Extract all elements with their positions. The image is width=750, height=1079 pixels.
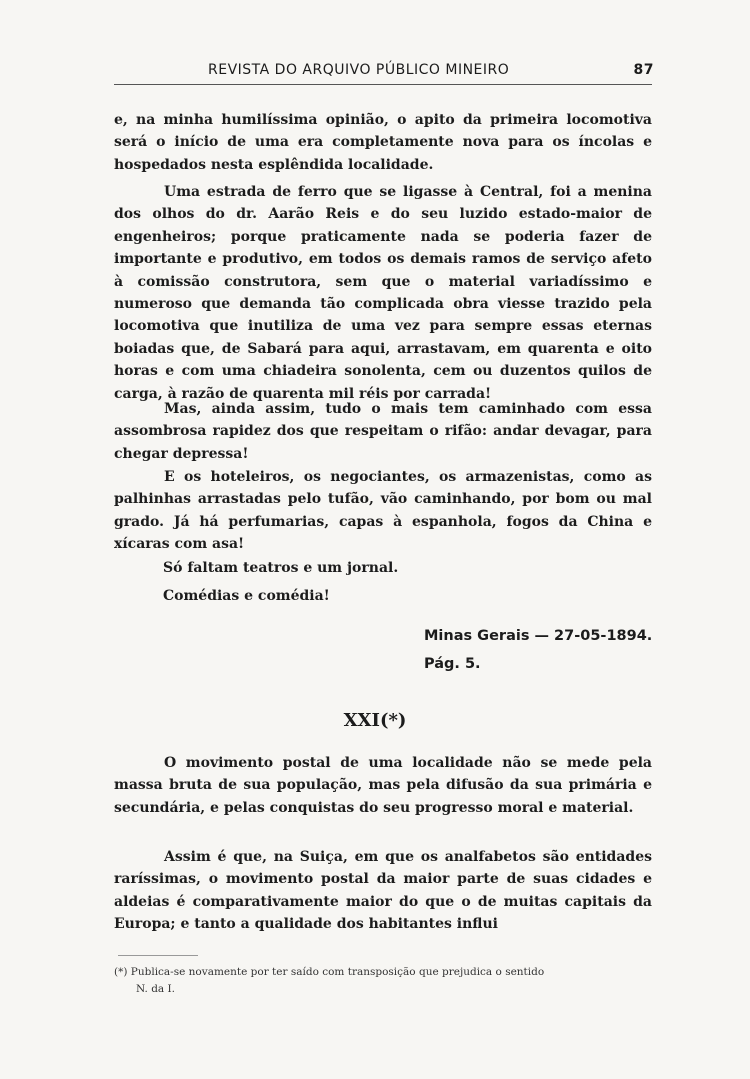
section-paragraph-1: O movimento postal de uma localidade não se mede pela massa bruta de sua população, mas pela difusão da sua primária e secundária, e pelas conquistas do seu progresso moral e material. bbox=[114, 755, 652, 816]
footnote-text: (*) Publica-se novamente por ter saído com transposição que prejudica o sentido bbox=[114, 966, 545, 978]
footnote-attribution: N. da I. bbox=[136, 983, 175, 995]
journal-title: REVISTA DO ARQUIVO PÚBLICO MINEIRO bbox=[208, 62, 510, 78]
paragraph-6: Comédias e comédia! bbox=[163, 588, 330, 604]
section-paragraph-2: Assim é que, na Suiça, em que os analfabetos são entidades raríssimas, o movimento postal da maior parte de suas cidades e aldeias é comparativamente maior do que o de muitas capitais da Europa; e tanto a qualidade dos habitantes influi bbox=[114, 849, 652, 933]
signature-page: Pág. 5. bbox=[424, 656, 481, 672]
signature-source: Minas Gerais — 27-05-1894. bbox=[424, 628, 653, 644]
paragraph-1: e, na minha humilíssima opinião, o apito da primeira locomotiva será o início de uma era completamente nova para os íncolas e hospedados nesta esplêndida localidade. bbox=[114, 112, 652, 173]
page-number: 87 bbox=[633, 62, 654, 78]
paragraph-4: E os hoteleiros, os negociantes, os armazenistas, como as palhinhas arrastadas pelo tufão, vão caminhando, por bom ou mal grado. Já há perfumarias, capas à espanhola, fogos da China e xícaras com asa! bbox=[114, 469, 652, 553]
paragraph-2: Uma estrada de ferro que se ligasse à Central, foi a menina dos olhos do dr. Aarão Reis e do seu luzido estado-maior de engenheiros; porque praticamente nada se poderia fazer de importante e produtivo, em todos os demais ramos de serviço afeto à comissão construtora, sem que o material variadíssimo e numeroso que demanda tão complicada obra viesse trazido pela locomotiva que inutiliza de uma vez para sempre essas eternas boiadas que, de Sabará para aqui, arrastavam, em quarenta e oito horas e com uma chiadeira sonolenta, cem ou duzentos quilos de carga, à razão de quarenta mil réis por carrada! bbox=[114, 184, 652, 402]
header-rule bbox=[114, 84, 652, 85]
paragraph-5: Só faltam teatros e um jornal. bbox=[163, 560, 399, 576]
footnote-rule bbox=[118, 955, 198, 956]
footnote bbox=[114, 964, 652, 998]
paragraph-3: Mas, ainda assim, tudo o mais tem caminhado com essa assombrosa rapidez dos que respeitam o rifão: andar devagar, para chegar depressa! bbox=[114, 401, 652, 462]
section-title: XXI(*) bbox=[343, 710, 407, 731]
